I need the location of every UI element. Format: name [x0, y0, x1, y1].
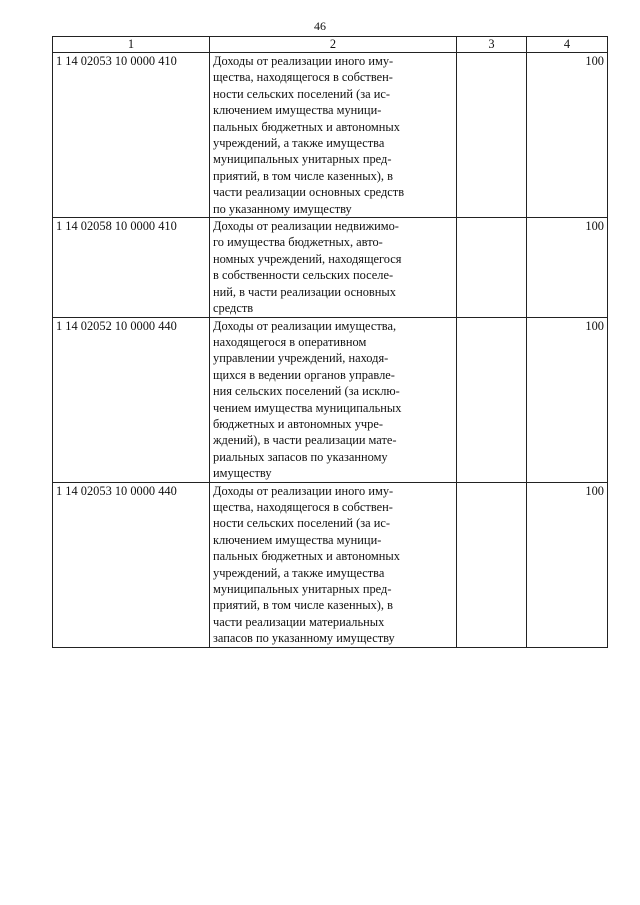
header-col-2: 2 [210, 37, 457, 53]
description-line: учреждений, а также имущества [213, 565, 385, 580]
description-line: приятий, в том числе казенных), в [213, 168, 393, 183]
revenue-description [210, 53, 457, 218]
revenue-code: 1 14 02053 10 0000 440 [53, 482, 210, 647]
description-line: средств [213, 301, 254, 316]
col3-value [457, 482, 527, 647]
description-line: муниципальных унитарных пред- [213, 582, 392, 596]
percent-cell [527, 317, 608, 482]
percent-cell [527, 53, 608, 218]
revenue-table [52, 36, 608, 648]
revenue-description [210, 482, 457, 647]
description-line: пальных бюджетных и автономных [213, 119, 400, 134]
percent-cell [527, 482, 608, 647]
col3-value [457, 53, 527, 218]
description-line: Доходы от реализации имущества, [213, 318, 397, 333]
description-line: ждений), в части реализации мате- [213, 433, 397, 448]
header-col-4: 4 [527, 37, 608, 53]
description-line: риальных запасов по указанному [213, 449, 388, 464]
description-line: щества, находящегося в собствен- [213, 70, 393, 85]
revenue-code: 1 14 02058 10 0000 410 [53, 218, 210, 317]
percent-value: 100 [585, 483, 604, 498]
description-line: ключением имущества муници- [213, 103, 382, 118]
revenue-description [210, 218, 457, 317]
description-line: учреждений, а также имущества [213, 136, 385, 151]
table-row [53, 317, 608, 482]
table-row [53, 482, 608, 647]
description-line: ности сельских поселений (за ис- [213, 516, 391, 531]
description-line: щихся в ведении органов управле- [213, 367, 395, 382]
revenue-description [210, 317, 457, 482]
percent-value: 100 [585, 318, 604, 333]
description-line: ния сельских поселений (за исклю- [213, 384, 400, 399]
description-line: находящегося в оперативном [213, 334, 367, 349]
header-col-1: 1 [53, 37, 210, 53]
description-line: имуществу [213, 466, 272, 481]
description-line: ключением имущества муници- [213, 532, 382, 547]
description-line: Доходы от реализации недвижимо- [213, 219, 399, 234]
col3-value [457, 218, 527, 317]
description-line: бюджетных и автономных учре- [213, 416, 383, 431]
description-line: Доходы от реализации иного иму- [213, 483, 394, 498]
description-line: приятий, в том числе казенных), в [213, 598, 393, 613]
description-line: чением имущества муниципальных [213, 400, 402, 415]
description-line: в собственности сельских поселе- [213, 268, 394, 283]
description-line: части реализации материальных [213, 614, 385, 629]
table-row [53, 218, 608, 317]
description-line: щества, находящегося в собствен- [213, 499, 393, 514]
description-line: го имущества бюджетных, авто- [213, 235, 383, 250]
description-line: Доходы от реализации иного иму- [213, 54, 394, 68]
description-line: номных учреждений, находящегося [213, 251, 402, 266]
description-line: по указанному имуществу [213, 201, 352, 216]
revenue-code: 1 14 02052 10 0000 440 [53, 317, 210, 482]
page-number: 46 [314, 19, 326, 33]
percent-cell [527, 218, 608, 317]
percent-value: 100 [585, 54, 604, 68]
header-row [53, 37, 608, 53]
col3-value [457, 317, 527, 482]
description-line: части реализации основных средств [213, 185, 405, 200]
description-line: запасов по указанному имуществу [213, 631, 395, 646]
header-col-3: 3 [457, 37, 527, 53]
description-line: пальных бюджетных и автономных [213, 549, 400, 564]
description-line: ности сельских поселений (за ис- [213, 86, 391, 101]
description-line: муниципальных унитарных пред- [213, 152, 392, 167]
description-line: управлении учреждений, находя- [213, 351, 389, 366]
table-row [53, 53, 608, 218]
percent-value: 100 [585, 219, 604, 234]
revenue-code: 1 14 02053 10 0000 410 [53, 53, 210, 218]
description-line: ний, в части реализации основных [213, 284, 396, 299]
